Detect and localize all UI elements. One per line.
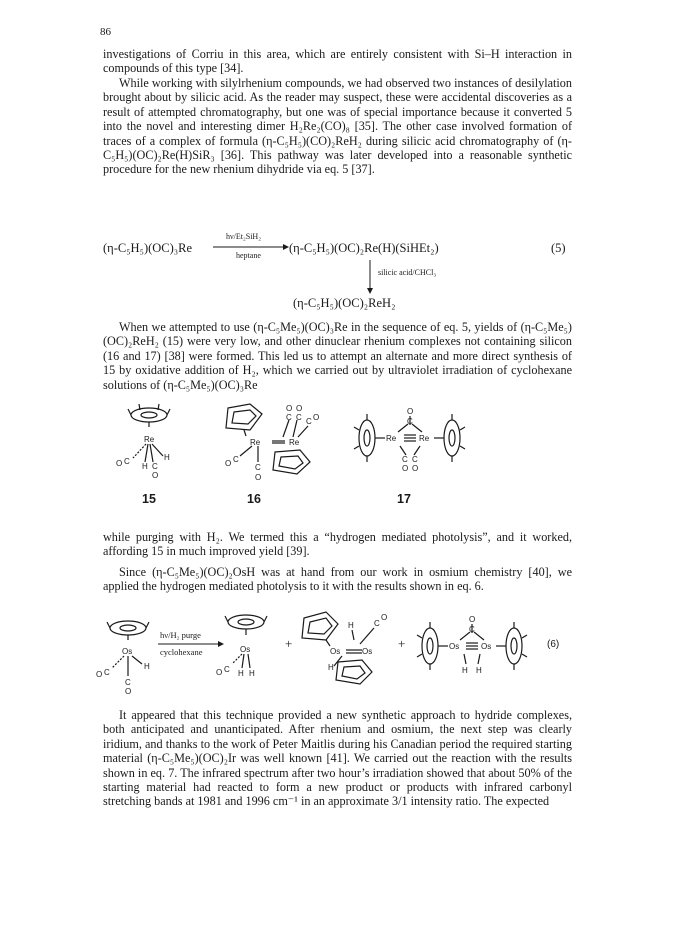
eq5-reagent-bottom: heptane bbox=[236, 251, 261, 260]
structure-15-h2-label: H bbox=[164, 453, 170, 462]
structure-17-c-label-2: C bbox=[402, 455, 408, 464]
eq6-product-2-c-label: C bbox=[374, 619, 380, 628]
structure-16-o-label-3: O bbox=[313, 413, 320, 422]
eq6-product-3-os-label-2: Os bbox=[481, 642, 492, 651]
structure-17-c-label-3: C bbox=[412, 455, 418, 464]
eq5-reagent-side: silicic acid/CHCl₃ bbox=[378, 268, 437, 277]
eq6-product-1-h-label-2: H bbox=[249, 669, 255, 678]
structure-17-re-label-2: Re bbox=[419, 434, 430, 443]
eq6-product-3-h-label-1: H bbox=[462, 666, 468, 675]
paragraph-6: It appeared that this technique provided a new synthetic approach to hydride complexes, both anticipated and unanticipated. After rhenium and osmium, the next step was clearly iridium, and thanks to the work of Peter Maitlis during his Canadian period the required starting material (η-C₅Me₅)(OC)₂Ir was well known [41]. We carried out the reaction with the results shown in eq. 7. The infrared spectrum after two hour’s irradiation showed that about 50% of the starting material had reacted to form a new product or products with infrared carbonyl stretching bands at 1981 and 1996 cm⁻¹ in an approximate 3/1 intensity ratio. The expected bbox=[103, 708, 572, 809]
eq5-intermediate: (η-C₅H₅)(OC)₂Re(H)(SiHEt₂) bbox=[289, 241, 439, 255]
structure-15-o2-label: O bbox=[152, 471, 159, 480]
structure-17-c-label-1: C bbox=[407, 417, 413, 426]
eq6-product-3-c-label: C bbox=[469, 625, 475, 634]
eq6-product-1-h-label-1: H bbox=[238, 669, 244, 678]
paragraph-2: While working with silylrhenium compounds, we had observed two instances of desilylation brought about by silicic acid. As the reader may suspect, these were accidental discoveries as a result of attempted chromatography, but one was of special importance because it converted 5 into the novel and interesting dimer H₂Re₂(CO)₈ [35]. The other case involved formation of traces of a complex of formula (η-C₅H₅)(CO)₂ReH₂ during silicic acid chromatography of (η-C₅H₅)(OC)₂Re(H)SiR₃ [36]. This pathway was later developed into a reasonable synthetic procedure for the new rhenium dihydride via eq. 5 [37]. bbox=[103, 76, 572, 177]
structure-17-o-label-2: O bbox=[402, 464, 409, 473]
paragraph-5: Since (η-C₅Me₅)(OC)₂OsH was at hand from our work in osmium chemistry [40], we applied the hydrogen mediated photolysis to it with the results shown in eq. 6. bbox=[103, 565, 572, 594]
eq6-product-1-o-label: O bbox=[216, 668, 223, 677]
eq6-plus-1: + bbox=[285, 636, 293, 651]
eq6-product-1-os-label: Os bbox=[240, 645, 251, 654]
eq6-reactant-os-label: Os bbox=[122, 647, 133, 656]
structure-16-c-label-2: C bbox=[296, 413, 302, 422]
eq6-product-2-h-label-1: H bbox=[348, 621, 354, 630]
compound-label-16: 16 bbox=[247, 492, 261, 506]
structure-17-o-label-1: O bbox=[407, 407, 414, 416]
eq5-product: (η-C₅H₅)(OC)₂ReH₂ bbox=[293, 296, 396, 310]
compound-label-15: 15 bbox=[142, 492, 156, 506]
eq6-product-3-o-label: O bbox=[469, 615, 476, 624]
eq5-reactant: (η-C₅H₅)(OC)₃Re bbox=[103, 241, 193, 255]
eq6-product-2-os-label-2: Os bbox=[362, 647, 373, 656]
structure-16-o-label-1: O bbox=[286, 404, 293, 413]
structure-16-o-label-2: O bbox=[296, 404, 303, 413]
paragraph-4: while purging with H₂. We termed this a “hydrogen mediated photolysis”, and it worked, affording 15 in much improved yield [39]. bbox=[103, 530, 572, 559]
eq6-reactant-c-label: C bbox=[104, 668, 110, 677]
structure-16-re-label-1: Re bbox=[250, 438, 261, 447]
eq6-reactant-c2-label: C bbox=[125, 678, 131, 687]
structure-16-o-label-5: O bbox=[255, 473, 262, 482]
eq6-product-3-h-label-2: H bbox=[476, 666, 482, 675]
structure-15-h-label: H bbox=[142, 462, 148, 471]
eq6-reactant-o-label: O bbox=[96, 670, 103, 679]
paragraph-3: When we attempted to use (η-C₅Me₅)(OC)₃Re in the sequence of eq. 5, yields of (η-C₅Me₅)(OC)₂ReH₂ (15) were very low, and other dinuclear rhenium complexes not containing silicon (16 and 17) [38] were formed. This led us to attempt an alternate and more direct synthesis of 15 by oxidative addition of H₂, which we carried out by ultraviolet irradiation of cyclohexane solutions of (η-C₅Me₅)(OC)₃Re bbox=[103, 320, 572, 392]
eq6-reagent-bottom: cyclohexane bbox=[160, 647, 203, 657]
eq6-product-3-os-label-1: Os bbox=[449, 642, 460, 651]
structure-16-c-label-4: C bbox=[233, 455, 239, 464]
eq6-product-2-h-label-2: H bbox=[328, 663, 334, 672]
structure-17-o-label-3: O bbox=[412, 464, 419, 473]
structure-16-c-label-5: C bbox=[255, 463, 261, 472]
page-number: 86 bbox=[100, 26, 111, 38]
eq6-reagent-top: hν/H₂ purge bbox=[160, 630, 201, 640]
eq5-reagent-top: hν/Et₂SiH₂ bbox=[226, 232, 261, 241]
eq6-product-1 bbox=[225, 615, 267, 668]
eq6-reactant-h-label: H bbox=[144, 662, 150, 671]
eq6-reactant-o2-label: O bbox=[125, 687, 132, 696]
structure-15-o-label: O bbox=[116, 459, 123, 468]
structure-15-re-label: Re bbox=[144, 435, 155, 444]
eq6-product-2-os-label-1: Os bbox=[330, 647, 341, 656]
eq5-number: (5) bbox=[551, 241, 566, 255]
paragraph-1: investigations of Corriu in this area, which are entirely consistent with Si–H interaction in compounds of this type [34]. bbox=[103, 47, 572, 76]
structure-16-o-label-4: O bbox=[225, 459, 232, 468]
structure-15-c2-label: C bbox=[152, 462, 158, 471]
structure-16-c-label-3: C bbox=[306, 417, 312, 426]
structure-17-re-label-1: Re bbox=[386, 434, 397, 443]
eq6-product-1-c-label: C bbox=[224, 665, 230, 674]
compound-label-17: 17 bbox=[397, 492, 411, 506]
structure-16-re-label-2: Re bbox=[289, 438, 300, 447]
eq6-product-2-o-label: O bbox=[381, 613, 388, 622]
eq6-plus-2: + bbox=[398, 636, 406, 651]
structure-16-c-label-1: C bbox=[286, 413, 292, 422]
structure-15-c-label: C bbox=[124, 457, 130, 466]
eq6-number: (6) bbox=[547, 639, 560, 650]
